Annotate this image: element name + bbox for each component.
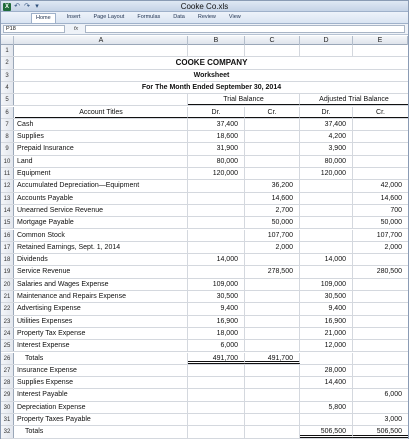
cell-c[interactable] bbox=[245, 340, 300, 351]
cell-d[interactable]: 5,800 bbox=[300, 402, 353, 413]
cell-d[interactable] bbox=[300, 266, 353, 277]
cell-c[interactable] bbox=[245, 131, 300, 142]
cell-d[interactable]: 37,400 bbox=[300, 119, 353, 130]
cell-c[interactable] bbox=[245, 316, 300, 327]
cell-e[interactable] bbox=[353, 303, 408, 314]
cell-e[interactable] bbox=[353, 131, 408, 142]
cell-c[interactable] bbox=[245, 303, 300, 314]
cell-a[interactable]: Insurance Expense bbox=[15, 365, 188, 376]
table-row bbox=[1, 316, 408, 328]
cell-c[interactable] bbox=[245, 119, 300, 130]
cell-b[interactable]: 120,000 bbox=[188, 168, 245, 179]
table-row bbox=[1, 193, 408, 205]
tab-home[interactable]: Home bbox=[31, 13, 56, 23]
cell-d[interactable]: 21,000 bbox=[300, 328, 353, 339]
name-box[interactable]: P18 bbox=[3, 25, 65, 33]
table-row bbox=[1, 377, 408, 389]
trial-balance-header[interactable]: Trial Balance bbox=[188, 94, 300, 105]
cell-d[interactable] bbox=[300, 389, 353, 400]
cell-e[interactable]: 700 bbox=[390, 206, 402, 214]
cell-a[interactable]: Land bbox=[15, 156, 188, 167]
cell-d[interactable] bbox=[300, 45, 353, 56]
cell-a[interactable]: Common Stock bbox=[15, 230, 188, 241]
cell-b[interactable] bbox=[188, 180, 245, 191]
cell-c[interactable] bbox=[245, 156, 300, 167]
table-row bbox=[1, 340, 408, 352]
column-header-row bbox=[1, 36, 408, 45]
table-row bbox=[1, 156, 408, 168]
cell-a[interactable]: Accounts Payable bbox=[15, 193, 188, 204]
cell-c[interactable] bbox=[245, 426, 300, 437]
table-row bbox=[1, 168, 408, 180]
cell-c[interactable] bbox=[245, 254, 300, 265]
cell-b[interactable]: 80,000 bbox=[188, 156, 245, 167]
cell-a[interactable]: Utilities Expenses bbox=[15, 316, 188, 327]
cell-a[interactable]: Retained Earnings, Sept. 1, 2014 bbox=[15, 242, 188, 253]
customize-toolbar-icon[interactable]: ▾ bbox=[35, 2, 39, 10]
report-subtitle[interactable]: Worksheet bbox=[193, 71, 230, 79]
table-row bbox=[1, 205, 408, 217]
cell-b[interactable] bbox=[188, 217, 245, 228]
cell-d[interactable]: 16,900 bbox=[300, 316, 353, 327]
cell-b[interactable] bbox=[188, 414, 245, 425]
cell-b[interactable]: 31,900 bbox=[188, 143, 245, 154]
table-row bbox=[1, 180, 408, 192]
table-row bbox=[1, 291, 408, 303]
cell-e[interactable] bbox=[353, 402, 408, 413]
cell-e[interactable] bbox=[353, 316, 408, 327]
formula-input[interactable] bbox=[85, 25, 405, 33]
cell-d[interactable] bbox=[300, 193, 353, 204]
cell-a[interactable]: Accumulated Depreciation—Equipment bbox=[15, 180, 188, 191]
table-row bbox=[1, 143, 408, 155]
tab-formulas[interactable]: Formulas bbox=[137, 14, 161, 20]
cell-b[interactable] bbox=[188, 266, 245, 277]
cell-e[interactable]: 506,500 bbox=[353, 426, 408, 437]
cell-a[interactable]: Dividends bbox=[15, 254, 188, 265]
row-number[interactable]: 14 bbox=[1, 205, 14, 216]
column-heading-e[interactable]: Cr. bbox=[353, 107, 408, 118]
row-number[interactable]: 6 bbox=[1, 107, 14, 118]
cell-d[interactable]: 14,400 bbox=[300, 377, 353, 388]
cell-d[interactable]: 506,500 bbox=[300, 426, 353, 437]
column-heading-a[interactable]: Account Titles bbox=[15, 107, 188, 118]
row-number[interactable]: 21 bbox=[1, 291, 14, 302]
report-subtitle[interactable]: For The Month Ended September 30, 2014 bbox=[141, 83, 282, 91]
row-number[interactable]: 25 bbox=[1, 340, 14, 351]
undo-icon[interactable]: ↶ bbox=[14, 2, 20, 10]
row-number[interactable]: 27 bbox=[1, 365, 14, 376]
cell-e[interactable] bbox=[353, 377, 408, 388]
cell-a[interactable]: Mortgage Payable bbox=[15, 217, 188, 228]
cell-b[interactable]: 30,500 bbox=[188, 291, 245, 302]
cell-b[interactable] bbox=[188, 365, 245, 376]
cell-e[interactable]: 2,000 bbox=[384, 243, 402, 251]
cell-b[interactable]: 37,400 bbox=[188, 119, 245, 130]
cell-b[interactable] bbox=[188, 402, 245, 413]
column-heading-c[interactable]: Cr. bbox=[245, 107, 300, 118]
row-number[interactable]: 16 bbox=[1, 230, 14, 241]
column-header-d[interactable]: D bbox=[300, 36, 353, 45]
cell-c[interactable]: 278,500 bbox=[245, 266, 300, 277]
table-row bbox=[1, 57, 408, 69]
table-row bbox=[1, 328, 408, 340]
row-number[interactable]: 18 bbox=[1, 254, 14, 265]
cell-c[interactable] bbox=[245, 377, 300, 388]
cell-c[interactable]: 36,200 bbox=[245, 180, 300, 191]
cell-d[interactable]: 120,000 bbox=[300, 168, 353, 179]
table-row bbox=[1, 94, 408, 106]
insert-function-icon[interactable]: fx bbox=[73, 26, 79, 32]
cell-d[interactable] bbox=[300, 414, 353, 425]
table-row bbox=[1, 131, 408, 143]
cell-b[interactable]: 9,400 bbox=[188, 303, 245, 314]
row-number[interactable]: 7 bbox=[1, 119, 14, 130]
row-number[interactable]: 31 bbox=[1, 414, 14, 425]
table-row bbox=[1, 119, 408, 131]
cell-e[interactable]: 3,000 bbox=[384, 416, 402, 423]
cell-b[interactable]: 6,000 bbox=[188, 340, 245, 351]
row-number[interactable]: 32 bbox=[1, 426, 14, 437]
cell-b[interactable] bbox=[188, 389, 245, 400]
cell-b[interactable]: 18,000 bbox=[188, 328, 245, 339]
worksheet-grid bbox=[1, 45, 408, 439]
cell-b[interactable]: 14,000 bbox=[188, 254, 245, 265]
cell-c[interactable] bbox=[245, 414, 300, 425]
formula-bar bbox=[1, 24, 408, 35]
cell-b[interactable]: 16,900 bbox=[188, 316, 245, 327]
cell-a[interactable] bbox=[15, 45, 188, 56]
table-row bbox=[1, 303, 408, 315]
cell-d[interactable] bbox=[300, 205, 353, 216]
tab-data[interactable]: Data bbox=[173, 14, 185, 20]
row-number[interactable]: 29 bbox=[1, 389, 14, 400]
cell-c[interactable] bbox=[245, 365, 300, 376]
row-number[interactable]: 30 bbox=[1, 402, 14, 413]
cell-a[interactable]: Totals bbox=[15, 426, 188, 437]
table-row bbox=[1, 266, 408, 278]
window-title: Cooke Co.xls bbox=[180, 2, 229, 11]
cell-c[interactable] bbox=[245, 402, 300, 413]
company-name[interactable]: COOKE COMPANY bbox=[175, 58, 248, 68]
cell-b[interactable] bbox=[188, 193, 245, 204]
cell-b[interactable] bbox=[188, 242, 245, 253]
cell-e[interactable]: 280,500 bbox=[376, 268, 402, 276]
cell-c[interactable]: 2,000 bbox=[245, 242, 300, 253]
cell-d[interactable] bbox=[300, 217, 353, 228]
cell-e[interactable] bbox=[353, 168, 408, 179]
cell-a[interactable]: Maintenance and Repairs Expense bbox=[15, 291, 188, 302]
cell-e[interactable] bbox=[353, 143, 408, 154]
table-row bbox=[1, 242, 408, 254]
tab-page-layout[interactable]: Page Layout bbox=[93, 14, 125, 20]
row-number[interactable]: 8 bbox=[1, 131, 14, 142]
cell-d[interactable]: 30,500 bbox=[300, 291, 353, 302]
cell-d[interactable] bbox=[300, 242, 353, 253]
table-row bbox=[1, 45, 408, 57]
table-row bbox=[1, 402, 408, 414]
row-number[interactable]: 28 bbox=[1, 377, 14, 388]
table-row bbox=[1, 426, 408, 438]
row-number[interactable]: 26 bbox=[1, 353, 14, 364]
cell-b[interactable] bbox=[188, 426, 245, 437]
row-number[interactable]: 22 bbox=[1, 303, 14, 314]
cell-c[interactable] bbox=[245, 279, 300, 290]
cell-e[interactable] bbox=[353, 254, 408, 265]
cell-c[interactable]: 107,700 bbox=[245, 230, 300, 241]
table-row bbox=[1, 365, 408, 377]
title-bar bbox=[1, 1, 408, 12]
row-number[interactable]: 23 bbox=[1, 316, 14, 327]
cell-d[interactable] bbox=[300, 180, 353, 191]
row-number[interactable]: 9 bbox=[1, 143, 14, 154]
column-header-a[interactable]: A bbox=[15, 36, 188, 45]
table-row bbox=[1, 414, 408, 426]
cell-e[interactable]: 14,600 bbox=[380, 194, 402, 202]
cell-d[interactable]: 28,000 bbox=[300, 365, 353, 376]
cell-c[interactable]: 2,700 bbox=[245, 205, 300, 216]
cell-c[interactable] bbox=[245, 168, 300, 179]
cell-b[interactable] bbox=[188, 377, 245, 388]
table-row bbox=[1, 230, 408, 242]
cell-d[interactable]: 3,900 bbox=[300, 143, 353, 154]
row-number[interactable]: 17 bbox=[1, 242, 14, 253]
cell-e[interactable] bbox=[353, 340, 408, 351]
tab-view[interactable]: View bbox=[228, 14, 241, 20]
cell-a[interactable]: Property Tax Expense bbox=[15, 328, 188, 339]
cell-e[interactable]: 42,000 bbox=[380, 182, 402, 190]
cell-c[interactable] bbox=[245, 45, 300, 56]
row-number[interactable]: 5 bbox=[1, 94, 14, 105]
cell-a[interactable]: Property Taxes Payable bbox=[15, 414, 188, 425]
ribbon-tab-bar bbox=[1, 12, 408, 24]
adjusted-trial-balance-header[interactable]: Adjusted Trial Balance bbox=[300, 94, 408, 105]
table-row bbox=[1, 353, 408, 365]
tab-insert[interactable]: Insert bbox=[66, 14, 81, 20]
cell-a[interactable] bbox=[15, 94, 188, 105]
cell-a[interactable]: Interest Expense bbox=[15, 340, 188, 351]
cell-b[interactable]: 491,700 bbox=[188, 353, 245, 364]
cell-d[interactable]: 14,000 bbox=[300, 254, 353, 265]
cell-a[interactable]: Unearned Service Revenue bbox=[15, 205, 188, 216]
cell-a[interactable]: Cash bbox=[15, 119, 188, 130]
cell-c[interactable]: 491,700 bbox=[245, 353, 300, 364]
row-number[interactable]: 1 bbox=[1, 45, 14, 56]
table-row bbox=[1, 279, 408, 291]
cell-d[interactable]: 4,200 bbox=[300, 131, 353, 142]
cell-a[interactable]: Interest Payable bbox=[15, 389, 188, 400]
row-number[interactable]: 15 bbox=[1, 217, 14, 228]
cell-d[interactable]: 109,000 bbox=[300, 279, 353, 290]
row-number[interactable]: 3 bbox=[1, 70, 14, 81]
cell-e[interactable]: 6,000 bbox=[384, 391, 402, 399]
row-number[interactable]: 20 bbox=[1, 279, 14, 290]
cell-e[interactable] bbox=[353, 365, 408, 376]
column-heading-d[interactable]: Dr. bbox=[300, 107, 353, 118]
row-number[interactable]: 13 bbox=[1, 193, 14, 204]
cell-e[interactable] bbox=[353, 279, 408, 290]
row-number[interactable]: 4 bbox=[1, 82, 14, 93]
cell-a[interactable]: Salaries and Wages Expense bbox=[15, 279, 188, 290]
select-all-corner[interactable] bbox=[1, 36, 14, 45]
table-row bbox=[1, 389, 408, 401]
cell-c[interactable]: 14,600 bbox=[245, 193, 300, 204]
table-row bbox=[1, 82, 408, 94]
row-number[interactable]: 10 bbox=[1, 156, 14, 167]
cell-b[interactable] bbox=[188, 205, 245, 216]
cell-d[interactable]: 9,400 bbox=[300, 303, 353, 314]
cell-e[interactable] bbox=[353, 328, 408, 339]
cell-e[interactable] bbox=[353, 291, 408, 302]
cell-e[interactable] bbox=[353, 353, 408, 364]
cell-c[interactable] bbox=[245, 328, 300, 339]
row-number[interactable]: 24 bbox=[1, 328, 14, 339]
column-heading-b[interactable]: Dr. bbox=[188, 107, 245, 118]
cell-a[interactable]: Advertising Expense bbox=[15, 303, 188, 314]
cell-a[interactable]: Supplies bbox=[15, 131, 188, 142]
cell-a[interactable]: Equipment bbox=[15, 168, 188, 179]
column-header-e[interactable]: E bbox=[353, 36, 408, 45]
cell-a[interactable]: Supplies Expense bbox=[15, 377, 188, 388]
cell-a[interactable]: Depreciation Expense bbox=[15, 402, 188, 413]
cell-b[interactable]: 18,600 bbox=[188, 131, 245, 142]
cell-a[interactable]: Service Revenue bbox=[15, 266, 188, 277]
table-row bbox=[1, 70, 408, 82]
tab-review[interactable]: Review bbox=[197, 14, 216, 20]
cell-c[interactable]: 50,000 bbox=[245, 217, 300, 228]
cell-c[interactable] bbox=[245, 143, 300, 154]
table-row bbox=[1, 217, 408, 229]
row-number[interactable]: 11 bbox=[1, 168, 14, 179]
row-number[interactable]: 12 bbox=[1, 180, 14, 191]
cell-b[interactable] bbox=[188, 230, 245, 241]
cell-e[interactable] bbox=[353, 45, 408, 56]
cell-e[interactable]: 50,000 bbox=[380, 219, 402, 227]
cell-d[interactable] bbox=[300, 353, 353, 364]
cell-d[interactable]: 12,000 bbox=[300, 340, 353, 351]
cell-b[interactable] bbox=[188, 45, 245, 56]
cell-d[interactable]: 80,000 bbox=[300, 156, 353, 167]
row-number[interactable]: 2 bbox=[1, 57, 14, 68]
table-row bbox=[1, 254, 408, 266]
cell-e[interactable] bbox=[353, 156, 408, 167]
redo-icon[interactable]: ↷ bbox=[24, 2, 30, 10]
cell-a[interactable]: Prepaid Insurance bbox=[15, 143, 188, 154]
cell-c[interactable] bbox=[245, 291, 300, 302]
column-header-c[interactable]: C bbox=[245, 36, 300, 45]
row-number[interactable]: 19 bbox=[1, 266, 14, 277]
column-header-b[interactable]: B bbox=[188, 36, 245, 45]
cell-b[interactable]: 109,000 bbox=[188, 279, 245, 290]
cell-a[interactable]: Totals bbox=[15, 353, 188, 364]
cell-c[interactable] bbox=[245, 389, 300, 400]
cell-e[interactable] bbox=[353, 119, 408, 130]
excel-app-icon[interactable]: X bbox=[4, 3, 9, 10]
table-row bbox=[1, 107, 408, 119]
cell-e[interactable]: 107,700 bbox=[376, 231, 402, 239]
cell-d[interactable] bbox=[300, 230, 353, 241]
